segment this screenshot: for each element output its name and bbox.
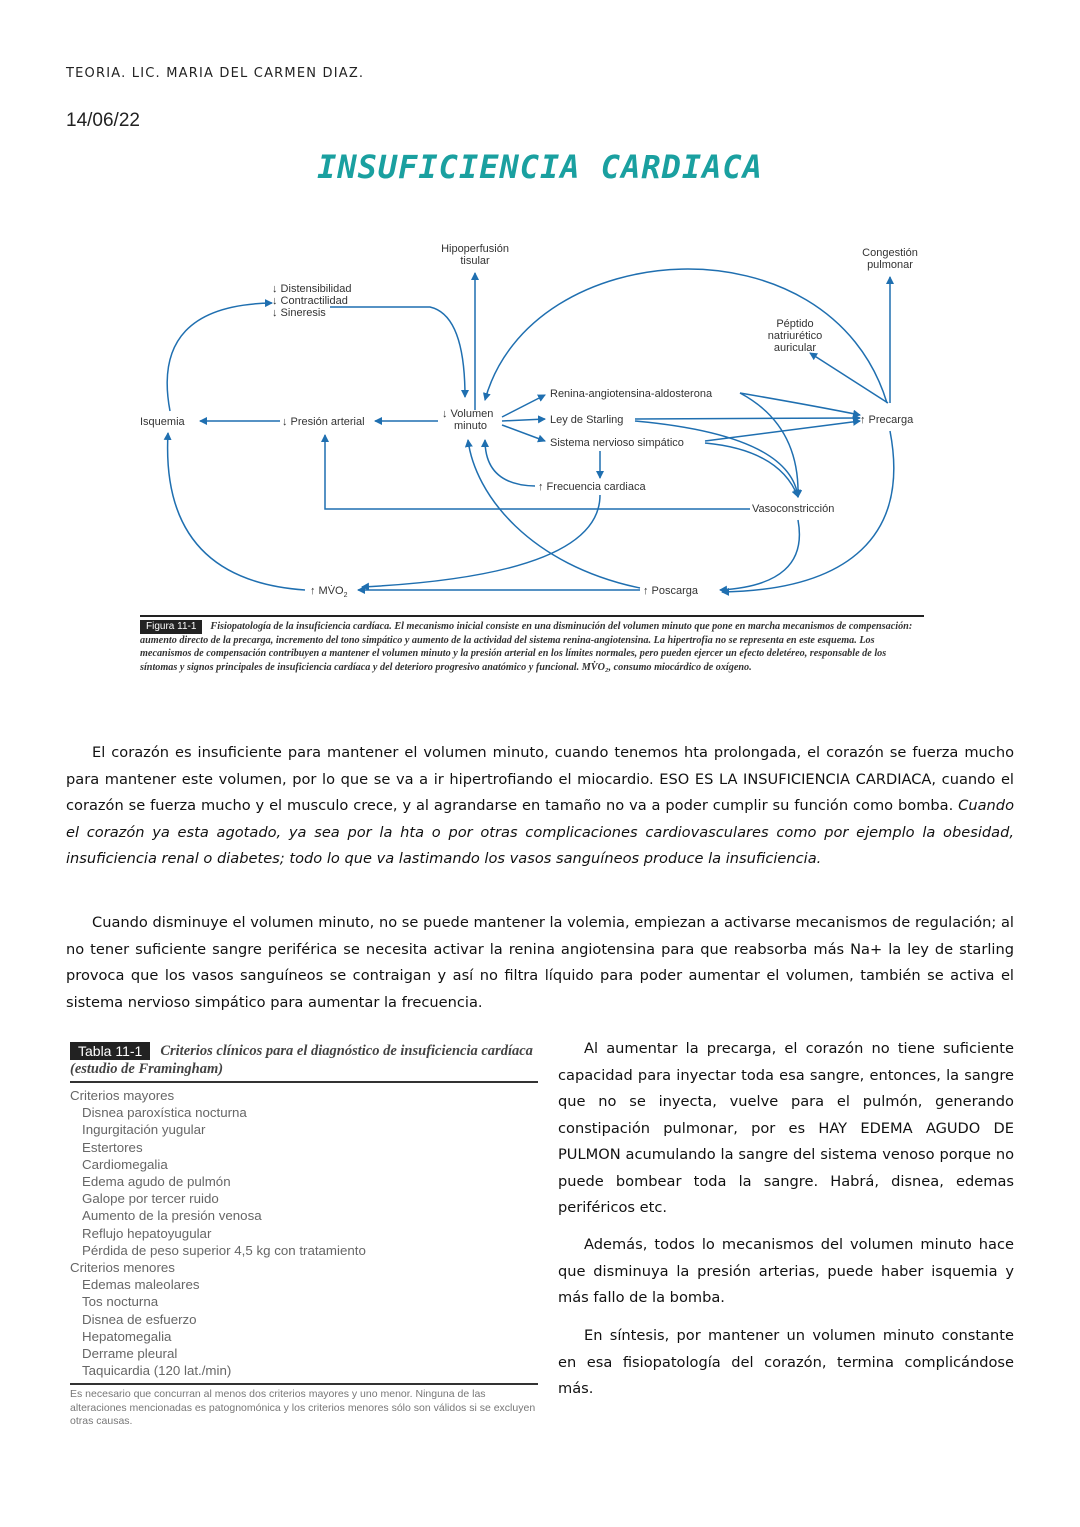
arrow-isquemia-to-distensibilidad — [167, 303, 272, 411]
svg-text:pulmonar: pulmonar — [867, 259, 913, 271]
table-row: Disnea paroxística nocturna — [82, 1105, 247, 1121]
major-criteria-header: Criterios mayores — [70, 1088, 175, 1103]
paragraph-5: En síntesis, por mantener un volumen minuto constante en esa fisiopatología del corazón, termina complicándose más. — [558, 1327, 1014, 1397]
table-row: Reflujo hepatoyugular — [82, 1225, 212, 1241]
table-row: Pérdida de peso superior 4,5 kg con tratamiento — [82, 1242, 366, 1258]
table-footnote: Es necesario que concurran al menos dos criterios mayores y uno menor. Ninguna de las alteraciones mencionadas es patognomónica y los criterios menores sólo son válidos si se excluyen otras causas. — [70, 1383, 538, 1429]
node-sineresis: ↓ Sineresis — [272, 307, 326, 319]
arrow-precarga-to-peptido — [810, 353, 888, 403]
node-simpatico: Sistema nervioso simpático — [550, 437, 684, 449]
node-hipoperfusion: Hipoperfusión — [441, 243, 509, 255]
paragraph-3: Al aumentar la precarga, el corazón no tiene suficiente capacidad para inyectar toda esa sangre, entonces, la sangre que no se inyecta, vuelve para el pulmón, generando constipación pulmonar, por es HAY EDEMA AGUDO DE PULMON acumulando la sangre del sistema venoso porque no puede bombear toda la sangre. Habrá, disnea, edemas periféricos etc. — [558, 1040, 1014, 1216]
node-distensibilidad: ↓ Distensibilidad — [272, 283, 352, 295]
table-row: Edema agudo de pulmón — [82, 1174, 231, 1190]
node-presion: ↓ Presión arterial — [282, 416, 365, 428]
table-row: Disnea de esfuerzo — [82, 1311, 197, 1327]
arrow-starling-to-precarga — [635, 418, 860, 419]
node-volumen: ↓ Volumen — [442, 408, 494, 420]
date: 14/06/22 — [66, 110, 140, 131]
node-precarga: ↑ Precarga — [860, 414, 914, 426]
page-title: INSUFICIENCIA CARDIACA — [317, 148, 763, 186]
arrow-poscarga-to-volumen — [468, 440, 640, 588]
table-row: Derrame pleural — [82, 1346, 178, 1362]
node-starling: Ley de Starling — [550, 414, 624, 426]
author-line: TEORIA. LIC. MARIA DEL CARMEN DIAZ. — [66, 66, 365, 81]
arrow-vaso-to-presion — [325, 435, 750, 509]
minor-criteria-header: Criterios menores — [70, 1260, 175, 1276]
arrow-vaso-to-poscarga — [720, 520, 799, 590]
arrow-mvo2-to-isquemia — [168, 433, 305, 590]
table-row: Hepatomegalia — [82, 1328, 172, 1344]
svg-text:minuto: minuto — [454, 420, 488, 432]
paragraph-2: Cuando disminuye el volumen minuto, no se puede mantener la volemia, empiezan a activarse mecanismos de regulación; al no tener suficiente sangre periférica se necesita activar la renina angiotensina para que reabsorba más Na+ la ley de starling provoca que los vasos sanguíneos se contraigan y así no filtra líquido para poder aumentar el volumen, también se activa el sistema nervioso simpático para aumentar la frecuencia. — [66, 914, 1014, 1011]
arrow-volumen-to-starling — [502, 419, 545, 421]
svg-text:auricular: auricular — [773, 342, 817, 354]
framingham-table — [70, 1042, 538, 1429]
arrow-distensibilidad-to-volumen — [330, 307, 465, 397]
table-row: Galope por tercer ruido — [82, 1191, 219, 1207]
table-label: Tabla 11-1 — [70, 1042, 150, 1060]
arrow-frecuencia-to-volumen — [485, 440, 535, 486]
figure-caption — [140, 615, 924, 674]
table-row: Estertores — [82, 1139, 143, 1155]
node-congestion: Congestión — [862, 247, 918, 259]
table-title: Criterios clínicos para el diagnóstico de insuficiencia cardíaca (estudio de Framingham) — [70, 1043, 533, 1077]
arrow-precarga-loop-to-volumen — [485, 269, 887, 403]
figure-label: Figura 11-1 — [140, 620, 202, 634]
paragraph-4: Además, todos lo mecanismos del volumen minuto hace que disminuya la presión arterias, puede haber isquemia y más fallo de la bomba. — [558, 1236, 1014, 1306]
table-row: Aumento de la presión venosa — [82, 1208, 262, 1224]
table-row: Edemas maleolares — [82, 1277, 200, 1293]
node-poscarga: ↑ Poscarga — [643, 585, 699, 597]
node-isquemia: Isquemia — [140, 416, 185, 428]
table-row: Tos nocturna — [82, 1294, 159, 1310]
arrow-volumen-to-renina — [502, 395, 545, 417]
svg-text:tisular: tisular — [460, 255, 490, 267]
arrow-volumen-to-simpatico — [502, 425, 545, 441]
node-peptido: Péptido — [776, 318, 814, 330]
node-contractilidad: ↓ Contractilidad — [272, 295, 348, 307]
node-frecuencia: ↑ Frecuencia cardiaca — [538, 481, 646, 493]
arrow-simpatico-to-vaso — [705, 443, 798, 497]
table-row: Ingurgitación yugular — [82, 1122, 206, 1138]
node-mvo2: ↑ $MV̇O_2$ — [310, 585, 348, 599]
figure-caption-text: Fisiopatología de la insuficiencia cardíaca. El mecanismo inicial consiste en una disminución del volumen minuto que pone en marcha mecanismos de compensación: aumento directo de la precarga, incremento del tono simpático y aumento de la actividad del sistema renina-angiotensina. La hipertrofia no se representa en este esquema. Los mecanismos de compensación contribuyen a mantener el volumen minuto y la presión arterial en los límites normales, pero pueden ejercer un efecto deletéreo, responsable de los síntomas y signos principales de insuficiencia cardíaca y del deterioro progresivo anatómico y funcional. MV̇O₂, consumo miocárdico de oxígeno. — [140, 621, 913, 673]
svg-text:natriurético: natriurético — [767, 330, 823, 342]
node-vasoconstriccion: Vasoconstricción — [752, 503, 835, 515]
table-row: Cardiomegalia — [82, 1156, 168, 1172]
table-row: Taquicardia (120 lat./min) — [82, 1363, 232, 1379]
pathophysiology-diagram — [130, 235, 930, 605]
paragraph-1: El corazón es insuficiente para mantener el volumen minuto, cuando tenemos hta prolongada, el corazón se fuerza mucho para mantener este volumen, por lo que se va a ir hipertrofiando el miocardio. ESO ES LA INSUFICIENCIA CARDIACA, cuando el corazón se fuerza mucho y el musculo crece, y al agrandarse en tamaño no va a poder cumplir su función como bomba. Cuando el corazón ya esta agotado, ya sea por la hta o por otras complicaciones cardiovasculares como por ejemplo la obesidad, insuficiencia renal o diabetes; todo lo que va lastimando los vasos sanguíneos produce la insuficiencia. — [66, 744, 1014, 867]
node-renina: Renina-angiotensina-aldosterona — [550, 388, 713, 400]
